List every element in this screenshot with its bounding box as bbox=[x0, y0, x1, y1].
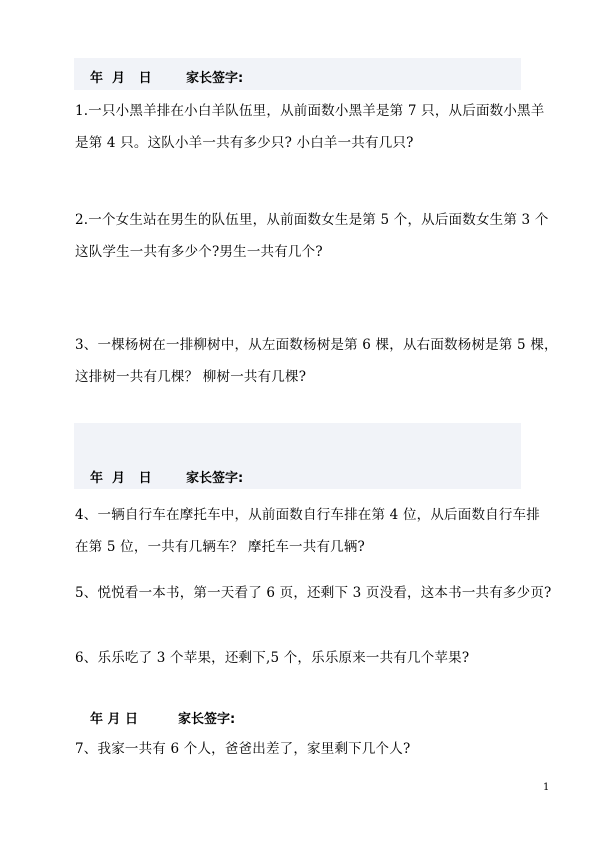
question-7-line-1: 7、我家一共有 6 个人，爸爸出差了，家里剩下几个人? bbox=[75, 741, 411, 757]
question-1-line-1: 1.一只小黑羊排在小白羊队伍里，从前面数小黑羊是第 7 只，从后面数小黑羊 bbox=[75, 103, 545, 119]
section-2-date-label: 年 月 日 bbox=[90, 471, 152, 486]
question-6-line-1: 6、乐乐吃了 3 个苹果，还剩下,5 个，乐乐原来一共有几个苹果? bbox=[75, 650, 470, 666]
section-2-parent-signature-label: 家长签字: bbox=[186, 471, 244, 486]
page-number: 1 bbox=[543, 782, 550, 793]
section-1-parent-signature-label: 家长签字: bbox=[186, 71, 244, 86]
section-3-date-label: 年 月 日 bbox=[90, 712, 139, 727]
question-4-line-2: 在第 5 位，一共有几辆车？ 摩托车一共有几辆? bbox=[75, 539, 366, 555]
question-3-line-2: 这排树一共有几棵？ 柳树一共有几棵? bbox=[75, 369, 307, 385]
question-2-line-1: 2.一个女生站在男生的队伍里，从前面数女生是第 5 个，从后面数女生第 3 个 bbox=[75, 212, 549, 228]
question-5-line-1: 5、悦悦看一本书，第一天看了 6 页，还剩下 3 页没看，这本书一共有多少页? bbox=[75, 585, 552, 601]
question-2-line-2: 这队学生一共有多少个?男生一共有几个? bbox=[75, 244, 323, 260]
section-1-date-label: 年 月 日 bbox=[90, 71, 152, 86]
section-3-parent-signature-label: 家长签字: bbox=[178, 712, 236, 727]
question-3-line-1: 3、一棵杨树在一排柳树中，从左面数杨树是第 6 棵，从右面数杨树是第 5 棵， bbox=[75, 337, 558, 353]
question-4-line-1: 4、一辆自行车在摩托车中，从前面数自行车排在第 4 位，从后面数自行车排 bbox=[75, 507, 540, 523]
question-1-line-2: 是第 4 只。这队小羊一共有多少只? 小白羊一共有几只? bbox=[75, 135, 414, 151]
